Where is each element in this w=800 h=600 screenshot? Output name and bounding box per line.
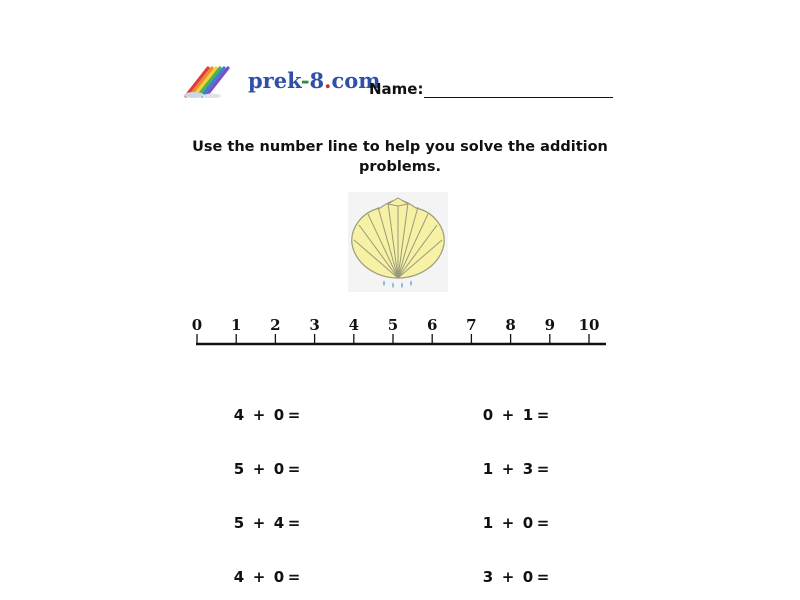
- problem-right-2: [481, 460, 551, 478]
- problem-left-2: [232, 460, 302, 478]
- problem-b: 0: [273, 460, 285, 478]
- problem-eq: =: [287, 568, 301, 586]
- problem-left-1: [232, 406, 302, 424]
- problem-eq: =: [287, 514, 301, 532]
- problem-op: +: [501, 406, 515, 424]
- number-line-label-10: 10: [578, 316, 600, 334]
- number-line-label-3: 3: [309, 316, 320, 334]
- number-line-label-9: 9: [544, 316, 556, 334]
- problem-b: 3: [522, 460, 534, 478]
- number-line-label-8: 8: [505, 316, 516, 334]
- logo-suffix: com: [331, 68, 381, 93]
- logo-mid: 8: [309, 68, 325, 93]
- number-line-label-1: 1: [230, 316, 242, 334]
- number-line-label-4: 4: [348, 316, 360, 334]
- problem-right-1: [481, 406, 551, 424]
- logo-dot: .: [324, 68, 332, 93]
- problem-a: 5: [233, 460, 245, 478]
- problem-left-4: [232, 568, 302, 586]
- problem-op: +: [252, 460, 266, 478]
- problem-op: +: [252, 406, 266, 424]
- problem-eq: =: [536, 514, 550, 532]
- problem-right-4: [481, 568, 551, 586]
- problem-a: 3: [482, 568, 494, 586]
- problem-a: 1: [482, 514, 494, 532]
- number-line-label-7: 7: [466, 316, 477, 334]
- problem-op: +: [252, 568, 266, 586]
- logo-prefix: prek: [248, 68, 301, 93]
- problem-left-3: [232, 514, 302, 532]
- problem-b: 4: [273, 514, 285, 532]
- problem-right-3: [481, 514, 551, 532]
- problem-eq: =: [536, 406, 550, 424]
- number-line-label-0: 0: [191, 316, 203, 334]
- problem-op: +: [501, 460, 515, 478]
- problem-b: 0: [273, 406, 285, 424]
- number-line-label-5: 5: [387, 316, 399, 334]
- problem-op: +: [501, 568, 515, 586]
- name-label: Name:: [369, 80, 424, 98]
- problem-b: 0: [522, 568, 534, 586]
- problem-op: +: [252, 514, 266, 532]
- problem-a: 4: [233, 568, 245, 586]
- number-line-label-2: 2: [270, 316, 281, 334]
- problem-eq: =: [287, 406, 301, 424]
- problem-eq: =: [287, 460, 301, 478]
- problem-op: +: [501, 514, 515, 532]
- problem-a: 0: [482, 406, 494, 424]
- instructions: Use the number line to help you solve the addition problems.: [192, 139, 608, 175]
- number-line-label-6: 6: [426, 316, 438, 334]
- problem-b: 1: [522, 406, 534, 424]
- problem-b: 0: [273, 568, 285, 586]
- problem-b: 0: [522, 514, 534, 532]
- problem-eq: =: [536, 568, 550, 586]
- problem-a: 1: [482, 460, 494, 478]
- logo-dash: -: [300, 68, 310, 93]
- problem-a: 5: [233, 514, 245, 532]
- problem-eq: =: [536, 460, 550, 478]
- problem-a: 4: [233, 406, 245, 424]
